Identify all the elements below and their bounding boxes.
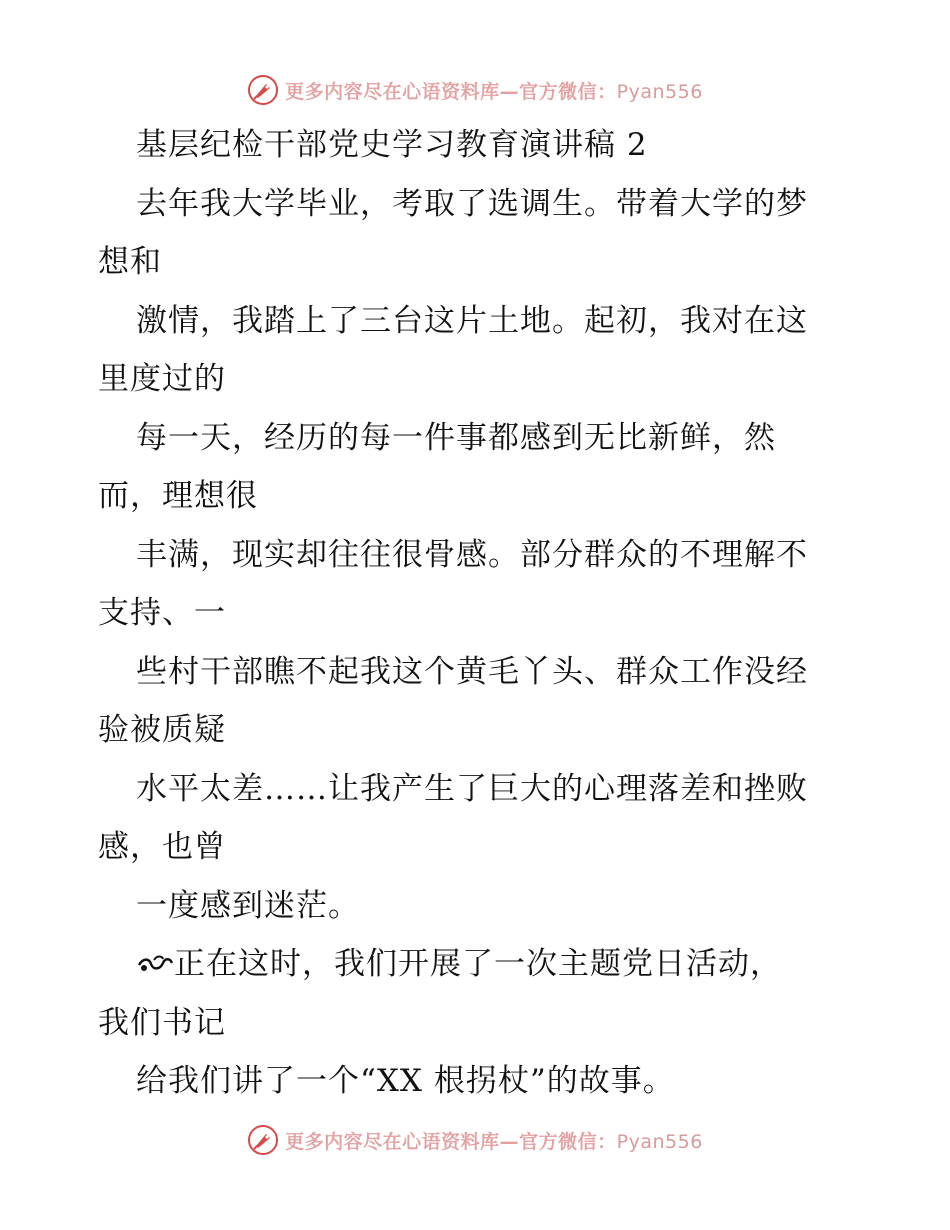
footer-banner-text bbox=[285, 1127, 703, 1154]
document-body bbox=[98, 116, 858, 1111]
fleuron-icon bbox=[136, 948, 174, 978]
header-wechat-id: Pyan556 bbox=[616, 80, 703, 103]
header-banner-text bbox=[285, 77, 703, 104]
paragraph-line-text: 正在这时，我们开展了一次主题党日活动， bbox=[174, 946, 782, 982]
paragraph-line: 想和 bbox=[98, 244, 162, 280]
paragraph-line: 我们书记 bbox=[98, 1004, 226, 1041]
footer-banner-label: 更多内容尽在心语资料库—官方微信： bbox=[285, 1130, 617, 1153]
paragraph-line: 里度过的 bbox=[98, 361, 226, 397]
paragraph-line-with-bullet bbox=[98, 935, 858, 994]
footer-banner bbox=[0, 1120, 950, 1160]
pen-nib-logo-icon bbox=[247, 74, 279, 106]
paragraph-line: 感，也曾 bbox=[98, 829, 226, 865]
footer-wechat-id: Pyan556 bbox=[616, 1130, 703, 1153]
header-banner bbox=[0, 70, 950, 110]
document-title: 基层纪检干部党史学习教育演讲稿 2 bbox=[136, 127, 648, 163]
header-banner-label: 更多内容尽在心语资料库—官方微信： bbox=[285, 80, 617, 103]
paragraph-line: 支持、一 bbox=[98, 595, 226, 631]
paragraph-line: 去年我大学毕业，考取了选调生。带着大学的梦 bbox=[136, 185, 808, 222]
paragraph-line: 验被质疑 bbox=[98, 712, 226, 748]
paragraph-line: 一度感到迷茫。 bbox=[136, 887, 360, 924]
paragraph-line: 给我们讲了一个“XX 根拐杖”的故事。 bbox=[136, 1063, 675, 1099]
paragraph-line: 水平太差……让我产生了巨大的心理落差和挫败 bbox=[136, 770, 808, 807]
paragraph-line: 丰满，现实却往往很骨感。部分群众的不理解不 bbox=[136, 536, 808, 573]
paragraph-line: 激情，我踏上了三台这片土地。起初，我对在这 bbox=[136, 302, 808, 339]
paragraph-line: 些村干部瞧不起我这个黄毛丫头、群众工作没经 bbox=[136, 653, 808, 690]
paragraph-line: 而，理想很 bbox=[98, 478, 258, 514]
paragraph-line: 每一天，经历的每一件事都感到无比新鲜，然 bbox=[136, 419, 776, 456]
pen-nib-logo-icon bbox=[247, 1124, 279, 1156]
